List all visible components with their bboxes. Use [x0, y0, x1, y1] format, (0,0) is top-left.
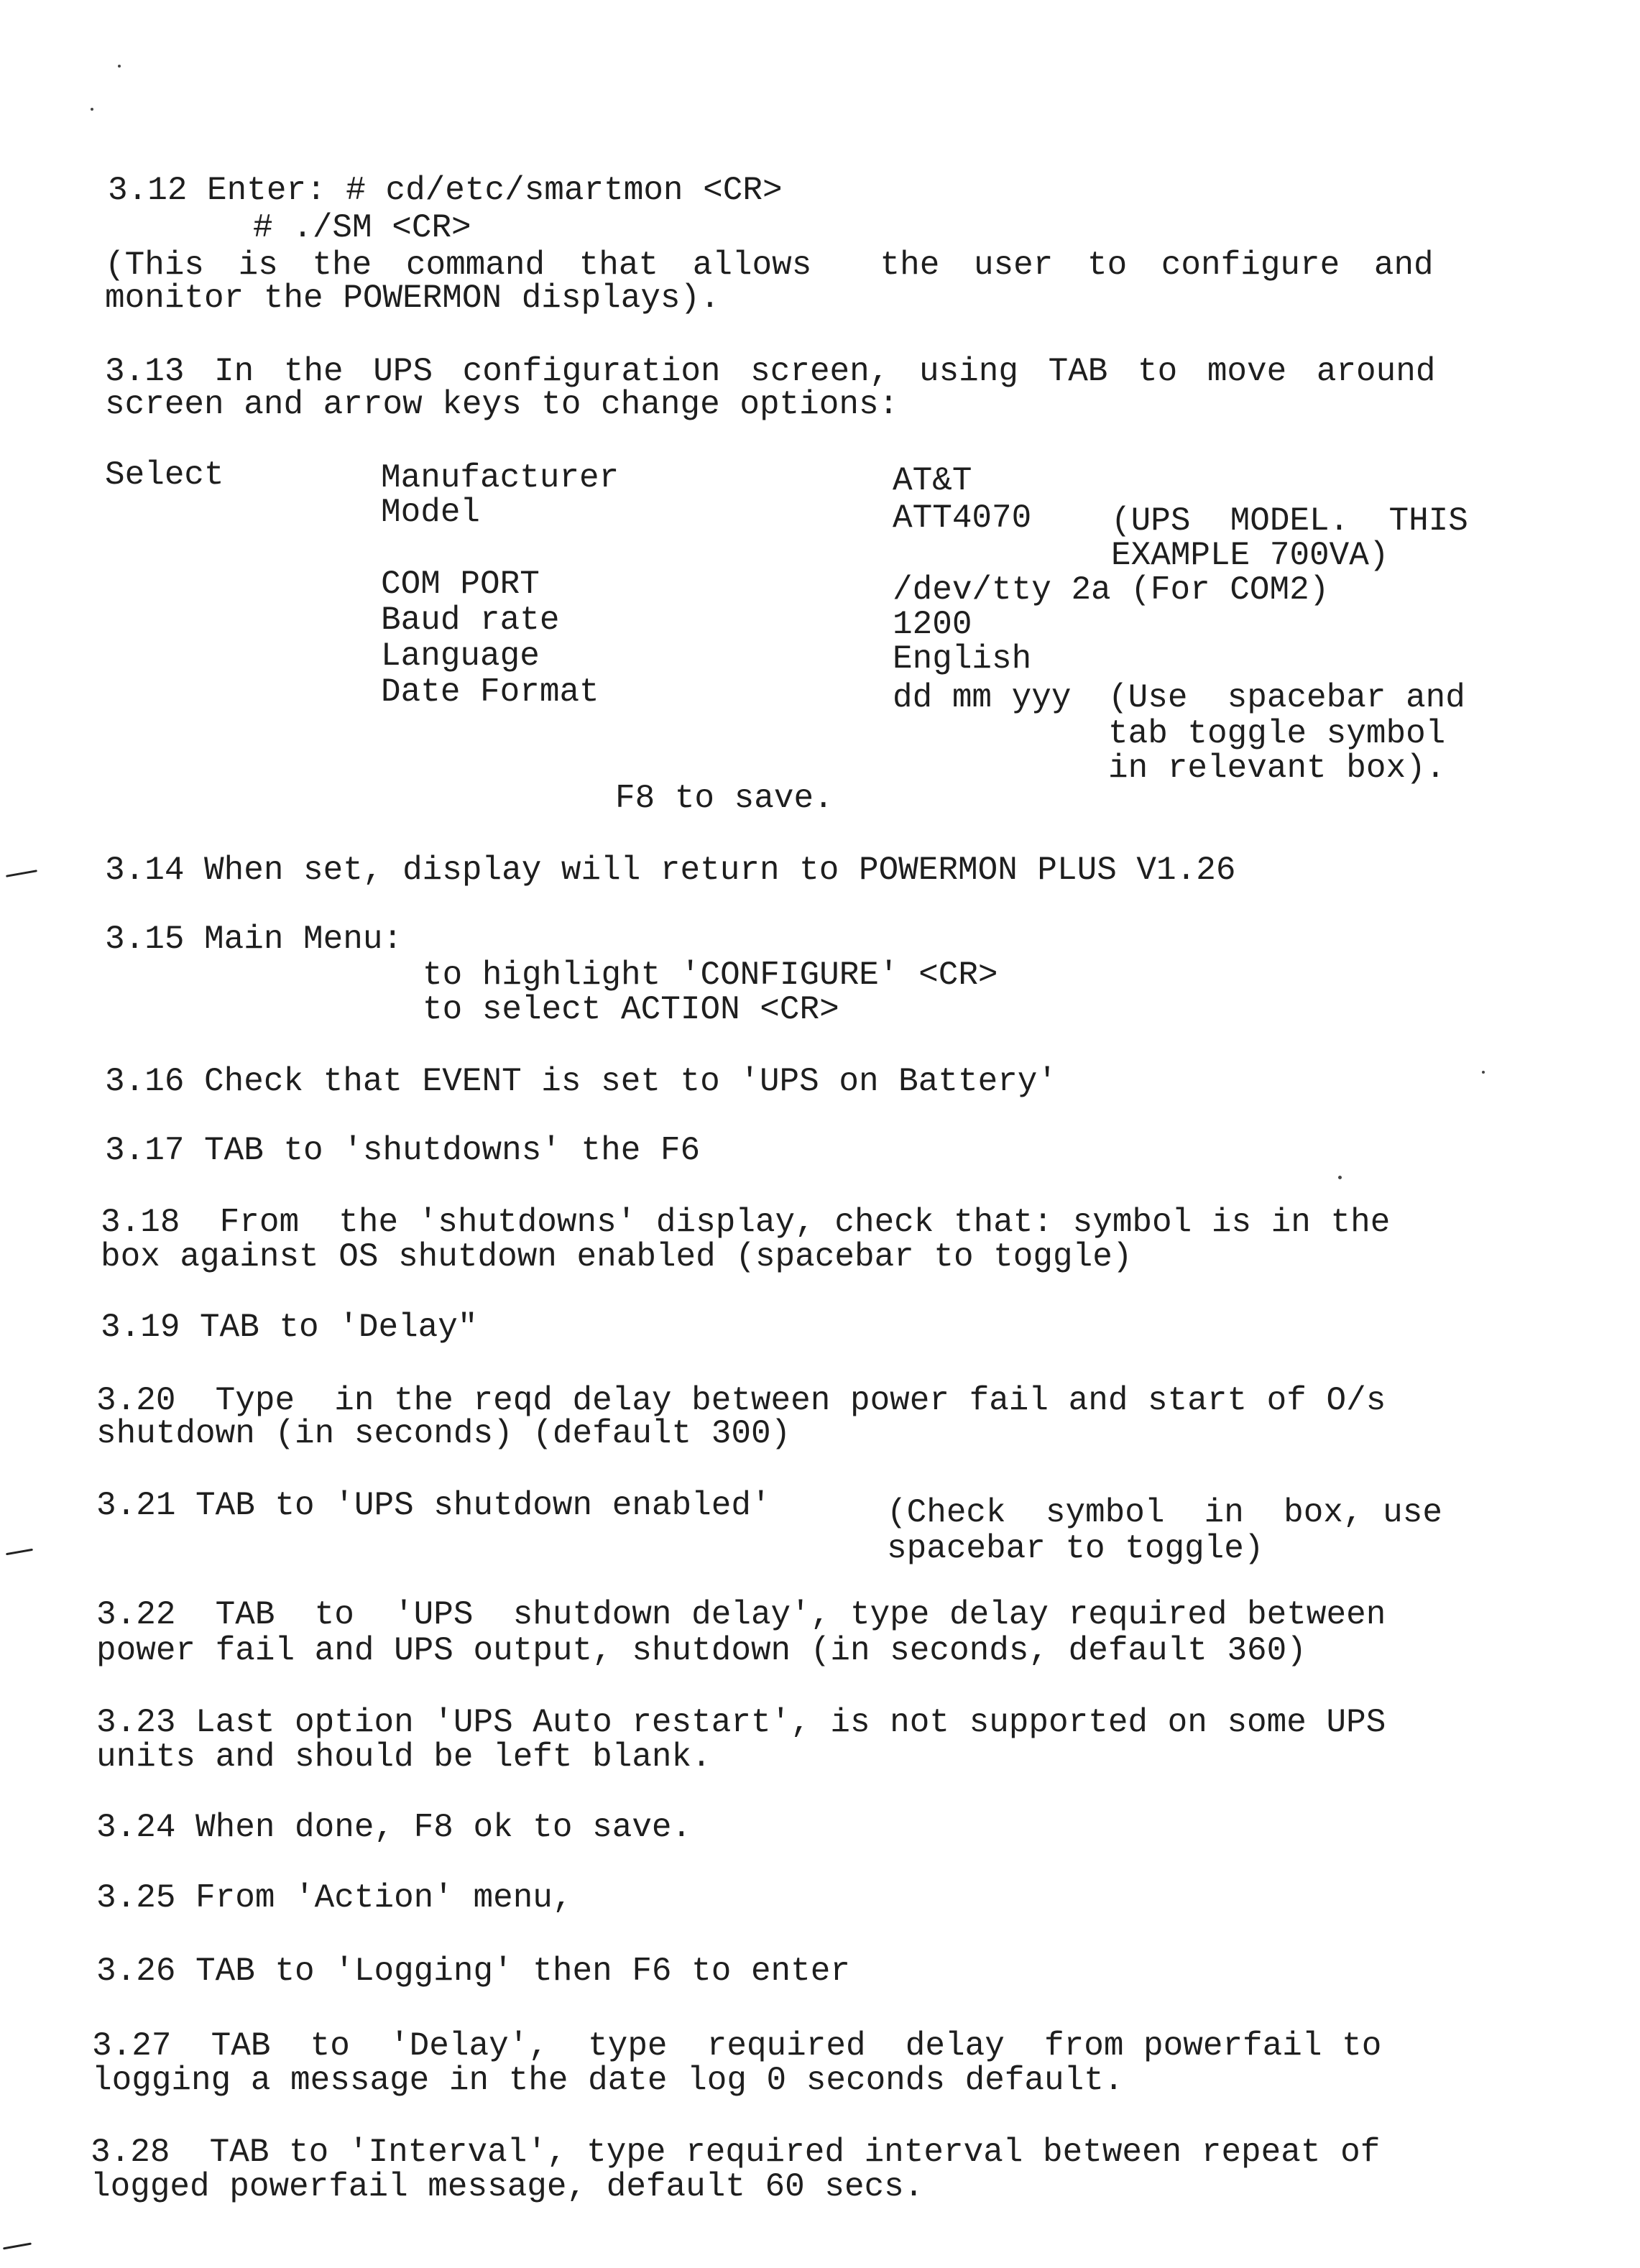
margin-mark: [6, 1549, 33, 1556]
section-3-21-line-2: (Check symbol in box, use: [887, 1494, 1442, 1531]
section-3-12-line-2: # ./SM <CR>: [253, 209, 471, 246]
margin-mark: [3, 2243, 32, 2250]
config-setting-language: Language: [381, 637, 540, 675]
scan-speck: [1482, 1071, 1485, 1074]
scan-speck: [118, 65, 121, 68]
section-3-23-line-2: units and should be left blank.: [96, 1738, 711, 1776]
config-setting-baud-rate: Baud rate: [381, 601, 560, 639]
config-value-date-format: dd mm yyy: [893, 679, 1072, 716]
section-3-23-line-1: 3.23 Last option 'UPS Auto restart', is not supported on some UPS: [96, 1704, 1386, 1741]
config-setting-model: Model: [381, 494, 481, 531]
config-note-date-format-3: in relevant box).: [1108, 750, 1446, 787]
config-setting-com-port: COM PORT: [381, 566, 540, 603]
section-3-18-line-1: 3.18 From the 'shutdowns' display, check that: symbol is in the: [101, 1204, 1391, 1241]
section-3-15-line-2: to highlight 'CONFIGURE' <CR>: [423, 956, 998, 994]
config-value-language: English: [893, 640, 1032, 678]
section-3-12-line-1: 3.12 Enter: # cd/etc/smartmon <CR>: [108, 172, 783, 209]
section-3-19: 3.19 TAB to 'Delay": [101, 1309, 478, 1346]
config-note-model: (UPS MODEL. THIS: [1111, 502, 1468, 540]
section-3-17: 3.17 TAB to 'shutdowns' the F6: [105, 1132, 701, 1169]
scan-speck: [1338, 1176, 1342, 1179]
scan-speck: [91, 108, 93, 111]
section-3-21-line-1: 3.21 TAB to 'UPS shutdown enabled': [96, 1487, 771, 1524]
section-3-15-line-3: to select ACTION <CR>: [423, 991, 839, 1028]
config-value-baud-rate: 1200: [893, 606, 972, 643]
section-3-28-line-1: 3.28 TAB to 'Interval', type required interval between repeat of: [91, 2134, 1381, 2171]
section-3-12-line-3: (This is the command that allows the user to configure and: [105, 246, 1434, 284]
section-3-13-line-1: 3.13 In the UPS configuration screen, using TAB to move around: [105, 353, 1436, 390]
config-setting-date-format: Date Format: [381, 673, 599, 711]
section-3-27-line-1: 3.27 TAB to 'Delay', type required delay from powerfail to: [92, 2027, 1382, 2065]
section-3-27-line-2: logging a message in the date log 0 seconds default.: [92, 2062, 1124, 2099]
config-note-model-2: EXAMPLE 700VA): [1111, 537, 1389, 574]
section-3-15-line-1: 3.15 Main Menu:: [105, 921, 403, 958]
section-3-28-line-2: logged powerfail message, default 60 secs.: [91, 2168, 924, 2205]
section-3-25: 3.25 From 'Action' menu,: [96, 1879, 573, 1917]
config-setting-manufacturer: Manufacturer: [381, 459, 619, 497]
config-save-line: F8 to save.: [615, 780, 834, 817]
section-3-18-line-2: box against OS shutdown enabled (spacebar to toggle): [101, 1238, 1133, 1276]
section-3-20-line-1: 3.20 Type in the reqd delay between power fail and start of O/s: [96, 1382, 1386, 1419]
config-select-label: Select: [105, 456, 224, 494]
section-3-13-line-2: screen and arrow keys to change options:: [105, 386, 899, 423]
section-3-16: 3.16 Check that EVENT is set to 'UPS on Battery': [105, 1063, 1058, 1100]
section-3-14: 3.14 When set, display will return to POWERMON PLUS V1.26: [105, 852, 1236, 889]
config-value-com-port: /dev/tty 2a (For COM2): [893, 571, 1330, 609]
config-note-date-format: (Use spacebar and: [1108, 679, 1465, 716]
section-3-21-line-3: spacebar to toggle): [887, 1530, 1264, 1567]
section-3-24: 3.24 When done, F8 ok to save.: [96, 1809, 692, 1846]
section-3-12-line-4: monitor the POWERMON displays).: [105, 280, 720, 317]
section-3-22-line-1: 3.22 TAB to 'UPS shutdown delay', type delay required between: [96, 1596, 1386, 1633]
margin-mark: [6, 870, 37, 877]
section-3-22-line-2: power fail and UPS output, shutdown (in seconds, default 360): [96, 1632, 1307, 1669]
config-note-date-format-2: tab toggle symbol: [1108, 715, 1446, 752]
config-value-model: ATT4070: [893, 499, 1032, 537]
config-value-manufacturer: AT&T: [893, 462, 972, 499]
section-3-20-line-2: shutdown (in seconds) (default 300): [96, 1415, 791, 1452]
section-3-26: 3.26 TAB to 'Logging' then F6 to enter: [96, 1953, 850, 1990]
